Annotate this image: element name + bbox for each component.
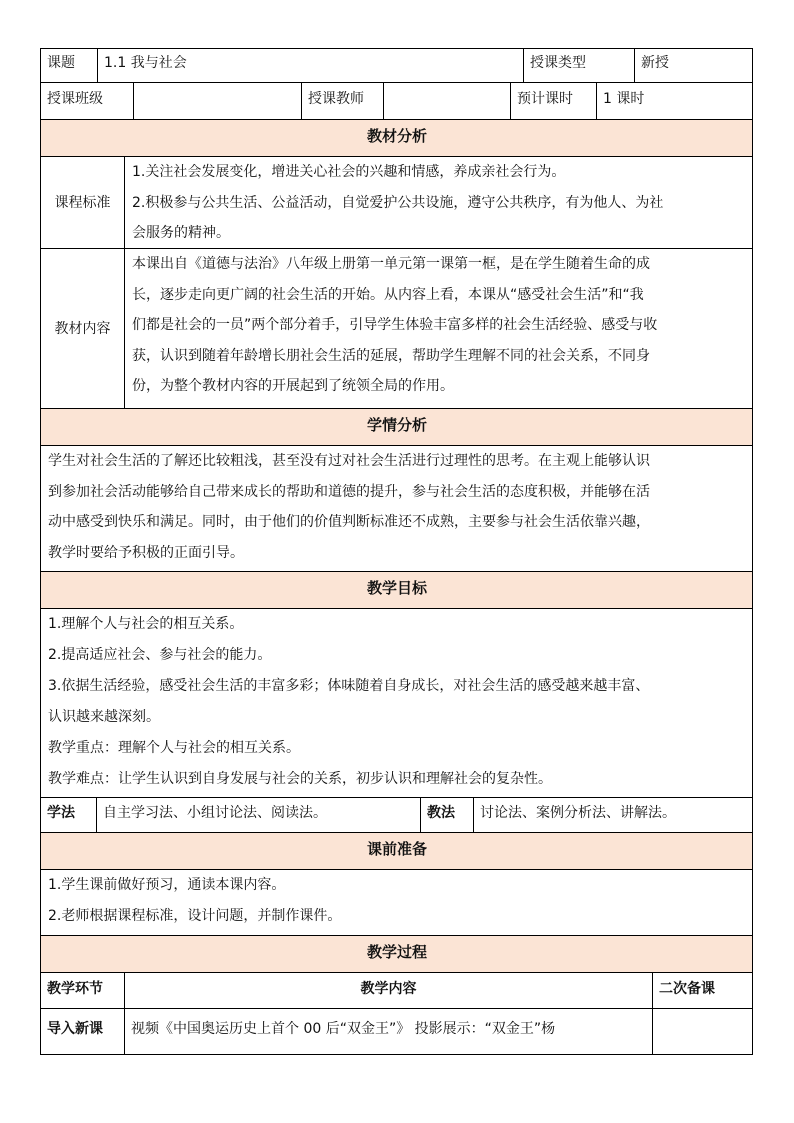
preparation-line: 2.老师根据课程标准，设计问题，并制作课件。	[48, 907, 342, 924]
process-heading: 教学过程	[40, 935, 753, 972]
student-analysis-body	[40, 445, 753, 571]
material-content-label	[40, 248, 124, 408]
objectives-body	[40, 608, 753, 797]
course-standard-label	[40, 156, 124, 248]
student-analysis-line: 动中感受到快乐和满足。同时，由于他们的价值判断标准还不成熟，主要参与社会生活依靠兴趣，	[48, 514, 650, 530]
study-method-value: 自主学习法、小组讨论法、阅读法。	[96, 797, 420, 832]
process-stage-intro: 导入新课	[40, 1008, 124, 1055]
student-analysis-line: 教学时要给予积极的正面引导。	[48, 544, 244, 561]
process-col-notes: 二次备课	[652, 972, 753, 1008]
process-col-content: 教学内容	[124, 972, 652, 1008]
topic-value: 1.1 我与社会	[97, 48, 523, 82]
material-content-body	[124, 248, 753, 408]
process-content-intro: 视频《中国奥运历史上首个 00 后“双金王”》 投影展示：“双金王”杨	[124, 1008, 652, 1055]
student-analysis-line: 到参加社会活动能够给自己带来成长的帮助和道德的提升，参与社会生活的态度积极，并能够在活	[48, 483, 650, 500]
objective-line: 1.理解个人与社会的相互关系。	[48, 616, 244, 632]
material-content-label-text: 教材内容	[54, 320, 111, 337]
course-standard-line: 2.积极参与公共生活、公益活动，自觉爱护公共设施，遵守公共秩序，有为他人、为社	[132, 194, 664, 211]
material-content-line: 们都是社会的一员”两个部分着手，引导学生体验丰富多样的社会生活经验、感受与收	[132, 317, 658, 333]
preparation-line: 1.学生课前做好预习，通读本课内容。	[48, 877, 286, 893]
process-col-stage: 教学环节	[40, 972, 124, 1008]
material-content-line: 获，认识到随着年龄增长朋社会生活的延展，帮助学生理解不同的社会关系，不同身	[132, 347, 650, 364]
material-content-line: 长，逐步走向更广阔的社会生活的开始。从内容上看，本课从“感受社会生活”和“我	[132, 286, 644, 303]
study-method-label: 学法	[40, 797, 96, 832]
preparation-body	[40, 869, 753, 935]
teaching-method-value: 讨论法、案例分析法、讲解法。	[473, 797, 753, 832]
material-analysis-heading: 教材分析	[40, 119, 753, 156]
objective-line: 2.提高适应社会、参与社会的能力。	[48, 647, 272, 663]
objective-line: 3.依据生活经验，感受社会生活的丰富多彩；体味随着自身成长，对社会生活的感受越来越丰富、	[48, 678, 650, 694]
material-content-line: 份，为整个教材内容的开展起到了统领全局的作用。	[132, 378, 454, 394]
lesson-type-label: 授课类型	[523, 48, 634, 82]
topic-label: 课题	[40, 48, 97, 82]
class-label: 授课班级	[40, 82, 133, 119]
course-standard-content	[124, 156, 753, 248]
course-standard-line: 1.关注社会发展变化，增进关心社会的兴趣和情感，养成亲社会行为。	[132, 164, 566, 180]
process-notes-intro	[652, 1008, 753, 1055]
teaching-method-label: 教法	[420, 797, 473, 832]
hours-value: 1 课时	[596, 82, 753, 119]
student-analysis-heading: 学情分析	[40, 408, 753, 445]
course-standard-line: 会服务的精神。	[132, 225, 230, 241]
teacher-label: 授课教师	[301, 82, 383, 119]
material-content-line: 本课出自《道德与法治》八年级上册第一单元第一课第一框，是在学生随着生命的成	[132, 256, 650, 272]
objective-line: 认识越来越深刻。	[48, 709, 160, 725]
course-standard-label-text: 课程标准	[54, 194, 111, 211]
student-analysis-line: 学生对社会生活的了解还比较粗浅，甚至没有过对社会生活进行过理性的思考。在主观上能够认识	[48, 453, 650, 469]
preparation-heading: 课前准备	[40, 832, 753, 869]
class-value	[133, 82, 301, 119]
teacher-value	[383, 82, 510, 119]
lesson-type-value: 新授	[634, 48, 753, 82]
objective-line: 教学重点：理解个人与社会的相互关系。	[48, 740, 300, 756]
objectives-heading: 教学目标	[40, 571, 753, 608]
objective-line: 教学难点：让学生认识到自身发展与社会的关系，初步认识和理解社会的复杂性。	[48, 771, 552, 787]
hours-label: 预计课时	[510, 82, 596, 119]
